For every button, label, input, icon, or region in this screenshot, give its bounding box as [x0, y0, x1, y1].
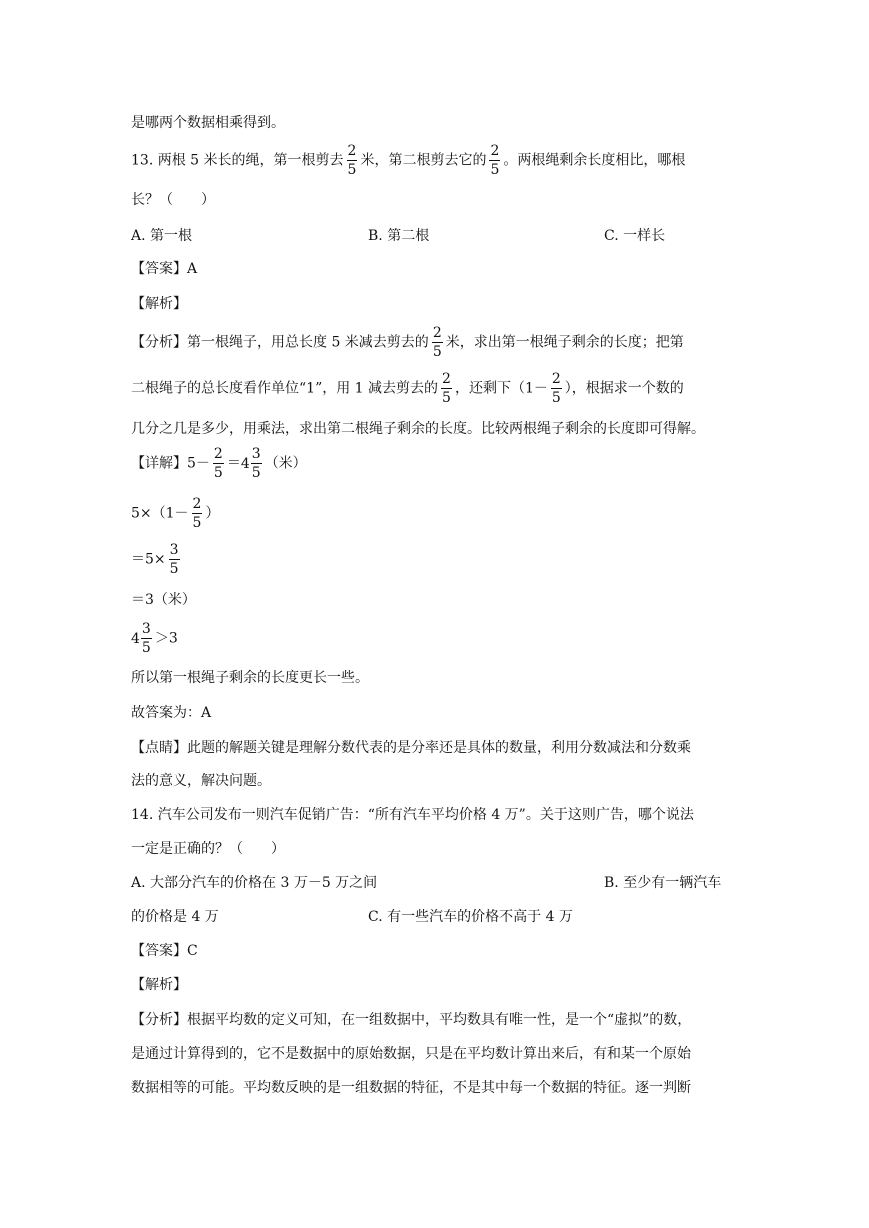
key-point-line: 【点睛】此题的解题关键是理解分数代表的是分率还是具体的数量，利用分数减法和分数乘 [131, 740, 691, 756]
text-line: 是哪两个数据相乘得到。 [131, 115, 285, 131]
question-13-stem-cont: 长？（ ） [131, 192, 215, 208]
key-point-line: 法的意义，解决问题。 [131, 773, 271, 789]
analysis-line: 是通过计算得到的，它不是数据中的原始数据，只是在平均数计算出来后，有和某一个原始 [131, 1046, 691, 1062]
option-c: C. 有一些汽车的价格不高于 4 万 [368, 909, 573, 925]
answer-label: 【答案】A [131, 261, 198, 277]
question-13-stem [131, 144, 685, 177]
fraction-numerator: 3 [169, 542, 179, 558]
text: 13. 两根 5 米长的绳，第一根剪去 [131, 152, 344, 169]
text: （米） [264, 455, 307, 472]
fraction-denominator: 5 [432, 344, 442, 360]
question-14-stem: 14. 汽车公司发布一则汽车促销广告：“所有汽车平均价格 4 万”。关于这则广告，哪个说法 [131, 807, 694, 823]
mixed-number [241, 447, 265, 480]
mixed-number [131, 622, 155, 655]
fraction-numerator: 3 [141, 621, 151, 637]
fraction-denominator: 5 [192, 515, 202, 531]
text: 【分析】第一根绳子，用总长度 5 米减去剪去的 [131, 334, 429, 351]
fraction [169, 543, 180, 576]
fraction [192, 497, 203, 530]
option-b: B. 第二根 [368, 228, 430, 244]
fraction-denominator: 5 [141, 640, 151, 656]
detail-step: ＝3（米） [131, 592, 196, 608]
analysis-line [131, 372, 684, 405]
fraction-denominator: 5 [347, 162, 357, 178]
text: 二根绳子的总长度看作单位“1”，用 1 减去剪去的 [131, 380, 439, 397]
text: 5×（1－ [131, 505, 189, 522]
fraction-numerator: 2 [192, 496, 202, 512]
fraction-denominator: 5 [442, 390, 451, 406]
fraction [347, 144, 358, 177]
fraction-denominator: 5 [169, 561, 179, 577]
mixed-whole: 4 [240, 455, 250, 472]
fraction [141, 622, 152, 655]
fraction [432, 326, 443, 359]
answer-label: 【答案】C [131, 943, 198, 959]
text: 。两根绳剩余长度相比，哪根 [503, 152, 686, 169]
analysis-heading: 【解析】 [131, 977, 187, 993]
question-13-options [0, 229, 869, 249]
analysis-line: 数据相等的可能。平均数反映的是一组数据的特征，不是其中每一个数据的特征。逐一判断 [131, 1080, 691, 1096]
detail-step [131, 543, 183, 576]
fraction [441, 372, 452, 405]
mixed-whole: 4 [131, 630, 140, 647]
option-a: A. 第一根 [131, 228, 193, 244]
fraction-numerator: 2 [442, 371, 451, 387]
text: ＝5× [131, 551, 166, 568]
analysis-heading: 【解析】 [131, 296, 187, 312]
fraction-numerator: 2 [347, 143, 357, 159]
text: 米，求出第一根绳子剩余的长度；把第 [445, 334, 684, 351]
text: ） [205, 505, 220, 522]
fraction-denominator: 5 [551, 390, 561, 406]
conclusion-line: 所以第一根绳子剩余的长度更长一些。 [131, 670, 369, 686]
text: 米，第二根剪去它的 [360, 152, 487, 169]
analysis-line: 几分之几是多少，用乘法，求出第二根绳子剩余的长度。比较两根绳子剩余的长度即可得解。 [131, 421, 705, 437]
fraction-numerator: 2 [490, 143, 500, 159]
fraction [251, 447, 262, 480]
fraction-denominator: 5 [490, 162, 500, 178]
analysis-line: 【分析】根据平均数的定义可知，在一组数据中，平均数具有唯一性，是一个“虚拟”的数， [131, 1012, 692, 1028]
text: ＞3 [154, 630, 178, 647]
text: 【详解】5－ [131, 455, 210, 472]
option-c: C. 一样长 [604, 228, 666, 244]
detail-step [131, 622, 178, 655]
fraction [551, 372, 562, 405]
fraction-numerator: 2 [432, 325, 442, 341]
option-b: B. 至少有一辆汽车 [604, 875, 722, 891]
final-answer: 故答案为：A [131, 705, 212, 721]
fraction-denominator: 5 [251, 465, 261, 481]
text: ＝ [226, 455, 241, 472]
fraction [489, 144, 500, 177]
text: ），根据求一个数的 [564, 380, 684, 397]
fraction-numerator: 3 [251, 446, 261, 462]
option-b-cont: 的价格是 4 万 [131, 909, 219, 925]
fraction-numerator: 2 [551, 371, 561, 387]
fraction-numerator: 2 [213, 446, 223, 462]
question-14-options-row1 [0, 876, 869, 896]
text: ，还剩下（1－ [454, 380, 548, 397]
option-a: A. 大部分汽车的价格在 3 万－5 万之间 [131, 875, 378, 891]
question-14-options-row2 [0, 910, 869, 930]
fraction [213, 447, 224, 480]
fraction-denominator: 5 [213, 465, 223, 481]
detail-line [131, 447, 307, 480]
analysis-line [131, 326, 684, 359]
question-14-stem-cont: 一定是正确的？（ ） [131, 841, 285, 857]
detail-step [131, 497, 219, 530]
